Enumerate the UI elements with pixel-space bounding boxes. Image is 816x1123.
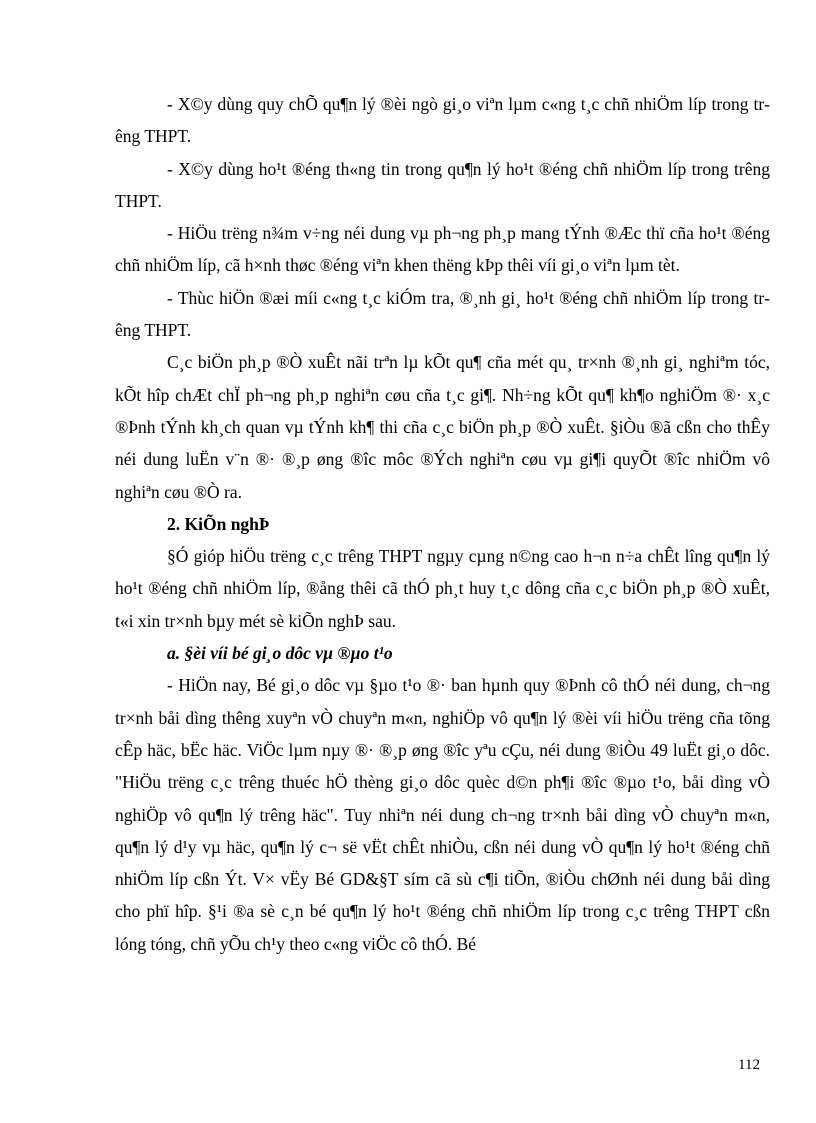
body-paragraph-recommendations-intro: §Ó gióp hiÖu trëng c¸c trêng THPT ngµy cµng n©ng cao h¬n n÷a chÊt lîng qu¶n lý ho¹t ®éng chñ nhiÖm líp, ®ång thêi cã thÓ ph¸t huy t¸c dông cña c¸c biÖn ph¸p ®Ò xuÊt, t«i xin tr×nh bµy mét sè kiÕn nghÞ sau. bbox=[115, 546, 770, 631]
document-body bbox=[115, 88, 770, 960]
subsection-heading-ministry: a. §èi víi bé gi¸o dôc vµ ®µo t¹o bbox=[167, 643, 393, 664]
body-paragraph-conclusion: C¸c biÖn ph¸p ®Ò xuÊt nãi trªn lµ kÕt qu¶ cña mét qu¸ tr×nh ®¸nh gi¸ nghiªm tóc, kÕt hîp chÆt chÏ ph¬ng ph¸p nghiªn cøu cña t¸c gi¶. Nh÷ng kÕt qu¶ kh¶o nghiÖm ®· x¸c ®Þnh tÝnh kh¸ch quan vµ tÝnh kh¶ thi cña c¸c biÖn ph¸p ®Ò xuÊt. §iÒu ®ã cßn cho thÊy néi dung luËn v¨n ®· ®¸p øng ®îc môc ®Ých nghiªn cøu vµ gi¶i quyÕt ®îc nhiÖm vô nghiªn cøu ®Ò ra. bbox=[115, 352, 770, 502]
body-paragraph-ministry: - HiÖn nay, Bé gi¸o dôc vµ §µo t¹o ®· ban hµnh quy ®Þnh cô thÓ néi dung, ch¬ng tr×nh båi dìng thêng xuyªn vÒ chuyªn m«n, nghiÖp vô qu¶n lý ®èi víi hiÖu trëng cña tõng cÊp häc, bËc häc. ViÖc lµm nµy ®· ®¸p øng ®îc yªu cÇu, néi dung ®iÒu 49 luËt gi¸o dôc. "HiÖu trëng c¸c trêng thuéc hÖ thèng gi¸o dôc quèc d©n ph¶i ®îc ®µo t¹o, båi dìng vÒ nghiÖp vô qu¶n lý trêng häc". Tuy nhiªn néi dung ch¬ng tr×nh båi dìng vÒ chuyªn m«n, qu¶n lý d¹y vµ häc, qu¶n lý c¬ së vËt chÊt nhiÒu, cßn néi dung vÒ qu¶n lý ho¹t ®éng chñ nhiÖm líp cßn Ýt. V× vËy Bé GD&§T sím cã sù c¶i tiÕn, ®iÒu chØnh néi dung båi dìng cho phï hîp. §¹i ®a sè c¸n bé qu¶n lý ho¹t ®éng chñ nhiÖm líp trong c¸c trêng THPT cßn lóng tóng, chñ yÕu ch¹y theo c«ng viÖc cô thÓ. Bé bbox=[115, 675, 770, 954]
section-heading-recommendations: 2. KiÕn nghÞ bbox=[167, 513, 270, 534]
bullet-paragraph-4: - Thùc hiÖn ®æi míi c«ng t¸c kiÓm tra, ®¸nh gi¸ ho¹t ®éng chñ nhiÖm líp trong trêng THPT. bbox=[115, 287, 770, 341]
bullet-paragraph-3: - HiÖu trëng n¾m v÷ng néi dung vµ ph¬ng ph¸p mang tÝnh ®Æc thï cña ho¹t ®éng chñ nhiÖm líp, cã h×nh thøc ®éng viªn khen thëng kÞp thêi víi gi¸o viªn lµm tèt. bbox=[115, 223, 770, 276]
bullet-paragraph-1: - X©y dùng quy chÕ qu¶n lý ®èi ngò gi¸o viªn lµm c«ng t¸c chñ nhiÖm líp trong trêng THPT. bbox=[115, 94, 770, 147]
page-number: 112 bbox=[738, 1057, 760, 1073]
bullet-paragraph-2: - X©y dùng ho¹t ®éng th«ng tin trong qu¶n lý ho¹t ®éng chñ nhiÖm líp trong trêng THPT. bbox=[115, 158, 770, 211]
